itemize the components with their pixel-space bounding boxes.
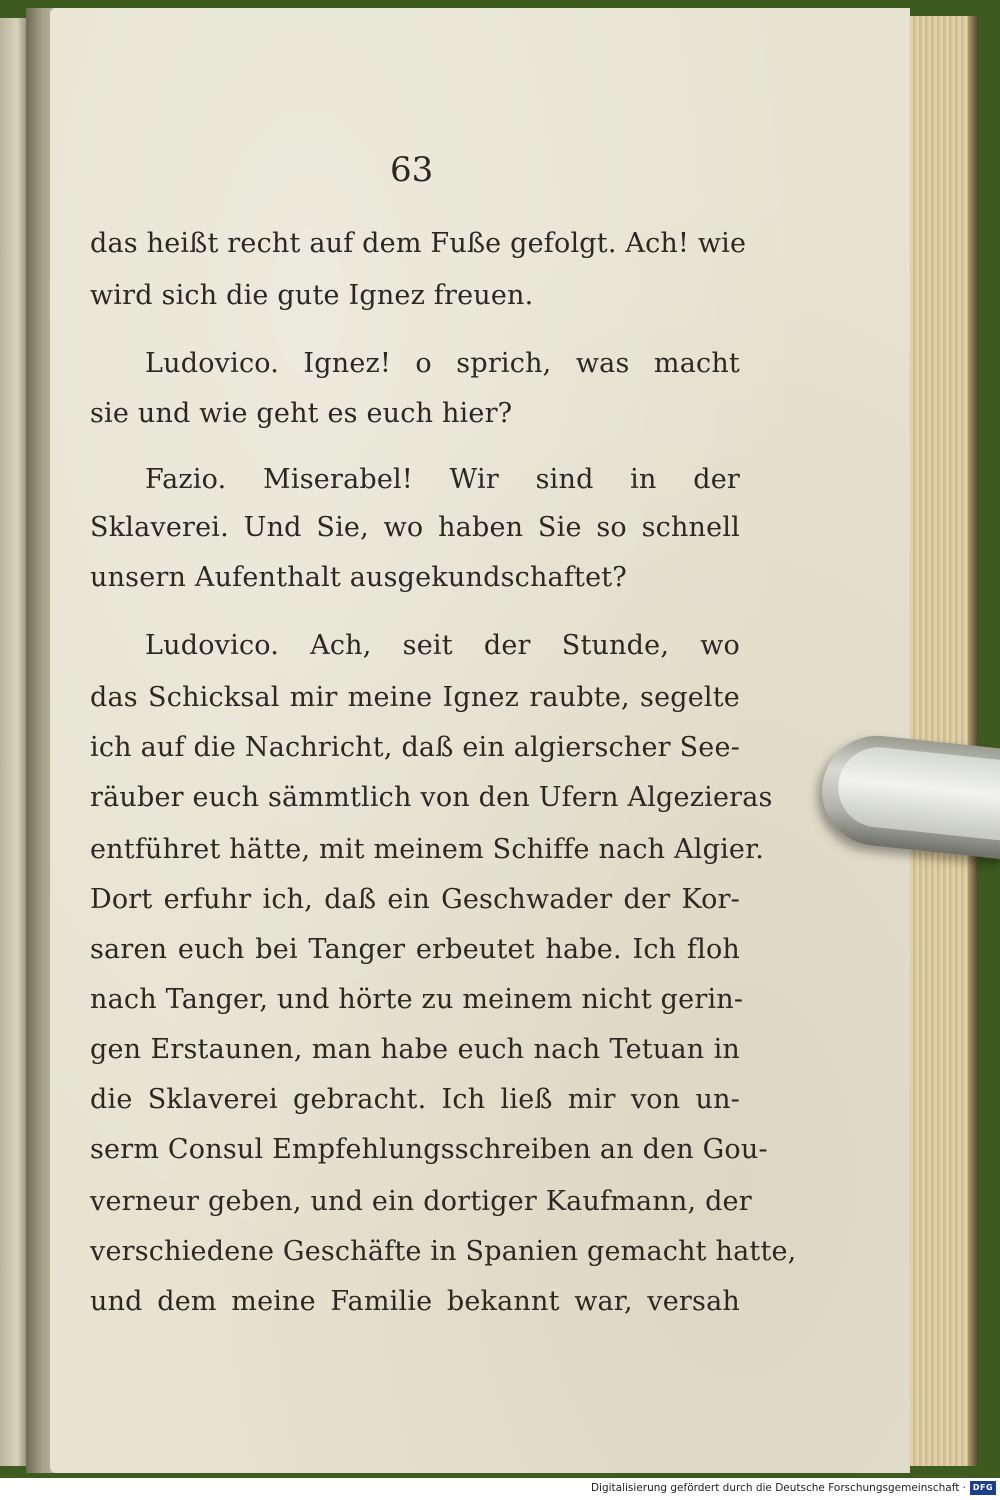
facing-page-edge	[0, 18, 28, 1466]
text-line-9: das Schicksal mir meine Ignez raubte, segelte	[90, 682, 740, 713]
text-line-21: und dem meine Familie bekannt war, versah	[90, 1286, 740, 1317]
text-line-5: Fazio. Miserabel! Wir sind in der	[145, 464, 740, 495]
text-line-15: nach Tanger, und hörte zu meinem nicht gerin-	[90, 984, 744, 1015]
text-line-14: saren euch bei Tanger erbeutet habe. Ich floh	[90, 934, 740, 965]
text-line-13: Dort erfuhr ich, daß ein Geschwader der Kor-	[90, 884, 740, 915]
text-line-17: die Sklaverei gebracht. Ich ließ mir von un-	[90, 1084, 740, 1115]
text-line-2: wird sich die gute Ignez freuen.	[90, 280, 534, 311]
text-line-20: verschiedene Geschäfte in Spanien gemacht hatte,	[90, 1236, 797, 1267]
text-line-1: das heißt recht auf dem Fuße gefolgt. Ach! wie	[90, 228, 747, 259]
text-line-10: ich auf die Nachricht, daß ein algierscher See-	[90, 732, 740, 763]
page-block-shadow	[968, 16, 978, 1466]
footer-bar	[0, 1478, 1000, 1500]
text-line-4: sie und wie geht es euch hier?	[90, 398, 513, 429]
text-line-3: Ludovico. Ignez! o sprich, was macht	[145, 348, 740, 379]
dfg-logo-icon: DFG	[970, 1481, 996, 1495]
text-line-7: unsern Aufenthalt ausgekundschaftet?	[90, 562, 627, 593]
page-number: 63	[390, 150, 434, 190]
text-line-18: serm Consul Empfehlungsschreiben an den Gou-	[90, 1134, 768, 1165]
text-line-16: gen Erstaunen, man habe euch nach Tetuan in	[90, 1034, 740, 1065]
text-line-6: Sklaverei. Und Sie, wo haben Sie so schnell	[90, 512, 740, 543]
text-line-12: entführet hätte, mit meinem Schiffe nach Algier.	[90, 834, 765, 865]
funding-credit: Digitalisierung gefördert durch die Deutsche Forschungsgemeinschaft ·	[590, 1482, 966, 1494]
text-line-8: Ludovico. Ach, seit der Stunde, wo	[145, 630, 740, 661]
text-line-11: räuber euch sämmtlich von den Ufern Algezieras	[90, 782, 773, 813]
text-line-19: verneur geben, und ein dortiger Kaufmann, der	[90, 1186, 752, 1217]
